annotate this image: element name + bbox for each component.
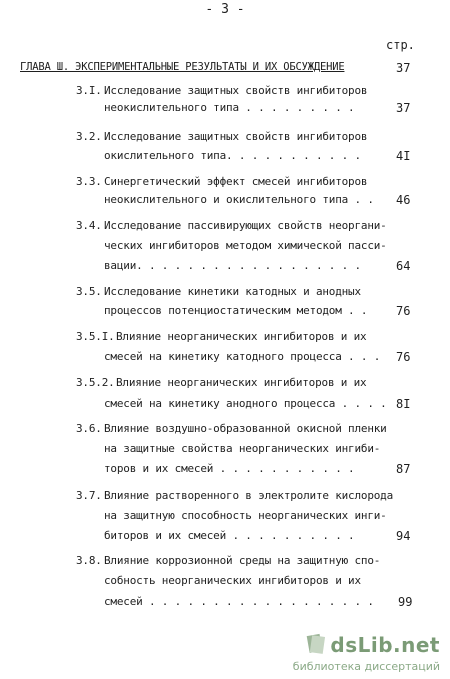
toc-entry-page: 37 <box>396 101 411 115</box>
toc-entry-line: ческих ингибиторов методом химической пасси- <box>104 239 387 252</box>
toc-entry-line: окислительного типа. . . . . . . . . . . <box>104 149 361 162</box>
toc-entry-page: 8I <box>396 397 411 411</box>
toc-entry-line: Исследование защитных свойств ингибиторов <box>104 130 368 143</box>
toc-entry-page: 87 <box>396 462 411 476</box>
toc-entry-page: 94 <box>396 529 411 543</box>
toc-entry-line: неокислительного типа . . . . . . . . . <box>104 101 355 114</box>
toc-entry-page: 76 <box>396 350 411 364</box>
toc-entry-line: биторов и их смесей . . . . . . . . . . <box>104 529 355 542</box>
toc-entry-line: вации. . . . . . . . . . . . . . . . . . <box>104 259 361 272</box>
watermark-brand: dsLib.net <box>330 633 440 657</box>
toc-entry-line: Влияние неорганических ингибиторов и их <box>116 376 367 389</box>
toc-entry-page: 4I <box>396 149 411 163</box>
toc-entry-num: 3.5.I. <box>76 330 115 343</box>
toc-entry-num: 3.5. <box>76 285 102 298</box>
chapter-page: 37 <box>396 61 411 75</box>
watermark-logo-icon <box>306 633 326 660</box>
toc-entry-line: смесей на кинетику катодного процесса . . . <box>104 350 381 363</box>
toc-entry-page: 46 <box>396 193 411 207</box>
toc-entry-page: 99 <box>398 595 413 609</box>
toc-entry-line: Синергетический эффект смесей ингибиторов <box>104 175 368 188</box>
toc-entry-line: Исследование защитных свойств ингибиторов <box>104 84 368 97</box>
toc-entry-line: Исследование кинетики катодных и анодных <box>104 285 361 298</box>
toc-entry-line: на защитную способность неорганических инги- <box>104 509 387 522</box>
toc-entry-line: Влияние неорганических ингибиторов и их <box>116 330 367 343</box>
toc-entry-line: процессов потенциостатическим методом . . <box>104 304 368 317</box>
toc-entry-num: 3.6. <box>76 422 102 435</box>
toc-entry-num: 3.3. <box>76 175 102 188</box>
toc-entry-line: неокислительного и окислительного типа . . <box>104 193 374 206</box>
toc-entry-num: 3.5.2. <box>76 376 115 389</box>
toc-entry-line: Влияние воздушно-образованной окисной пленки <box>104 422 387 435</box>
toc-entry-line: смесей на кинетику анодного процесса . . . . <box>104 397 387 410</box>
page-number: - 3 - <box>205 2 245 17</box>
toc-entry-line: Влияние коррозионной среды на защитную спо- <box>104 554 381 567</box>
toc-entry-line: Исследование пассивирующих свойств неоргани- <box>104 219 387 232</box>
toc-entry-num: 3.7. <box>76 489 102 502</box>
toc-entry-num: 3.8. <box>76 554 102 567</box>
toc-entry-page: 76 <box>396 304 411 318</box>
watermark-tagline: библиотека диссертаций <box>292 660 440 673</box>
chapter-title: ГЛАВА Ш. ЭКСПЕРИМЕНТАЛЬНЫЕ РЕЗУЛЬТАТЫ И ИХ ОБСУЖДЕНИЕ <box>20 61 345 73</box>
toc-entry-num: 3.2. <box>76 130 102 143</box>
toc-entry-line: Влияние растворенного в электролите кислорода <box>104 489 394 502</box>
pages-column-label: стр. <box>386 38 415 52</box>
toc-entry-page: 64 <box>396 259 411 273</box>
toc-entry-num: 3.I. <box>76 84 102 97</box>
toc-entry-line: на защитные свойства неорганических ингиби- <box>104 442 381 455</box>
toc-entry-line: торов и их смесей . . . . . . . . . . . <box>104 462 355 475</box>
watermark <box>293 633 440 673</box>
toc-entry-line: собность неорганических ингибиторов и их <box>104 574 361 587</box>
toc-entry-num: 3.4. <box>76 219 102 232</box>
toc-entry-line: смесей . . . . . . . . . . . . . . . . . . <box>104 595 374 608</box>
